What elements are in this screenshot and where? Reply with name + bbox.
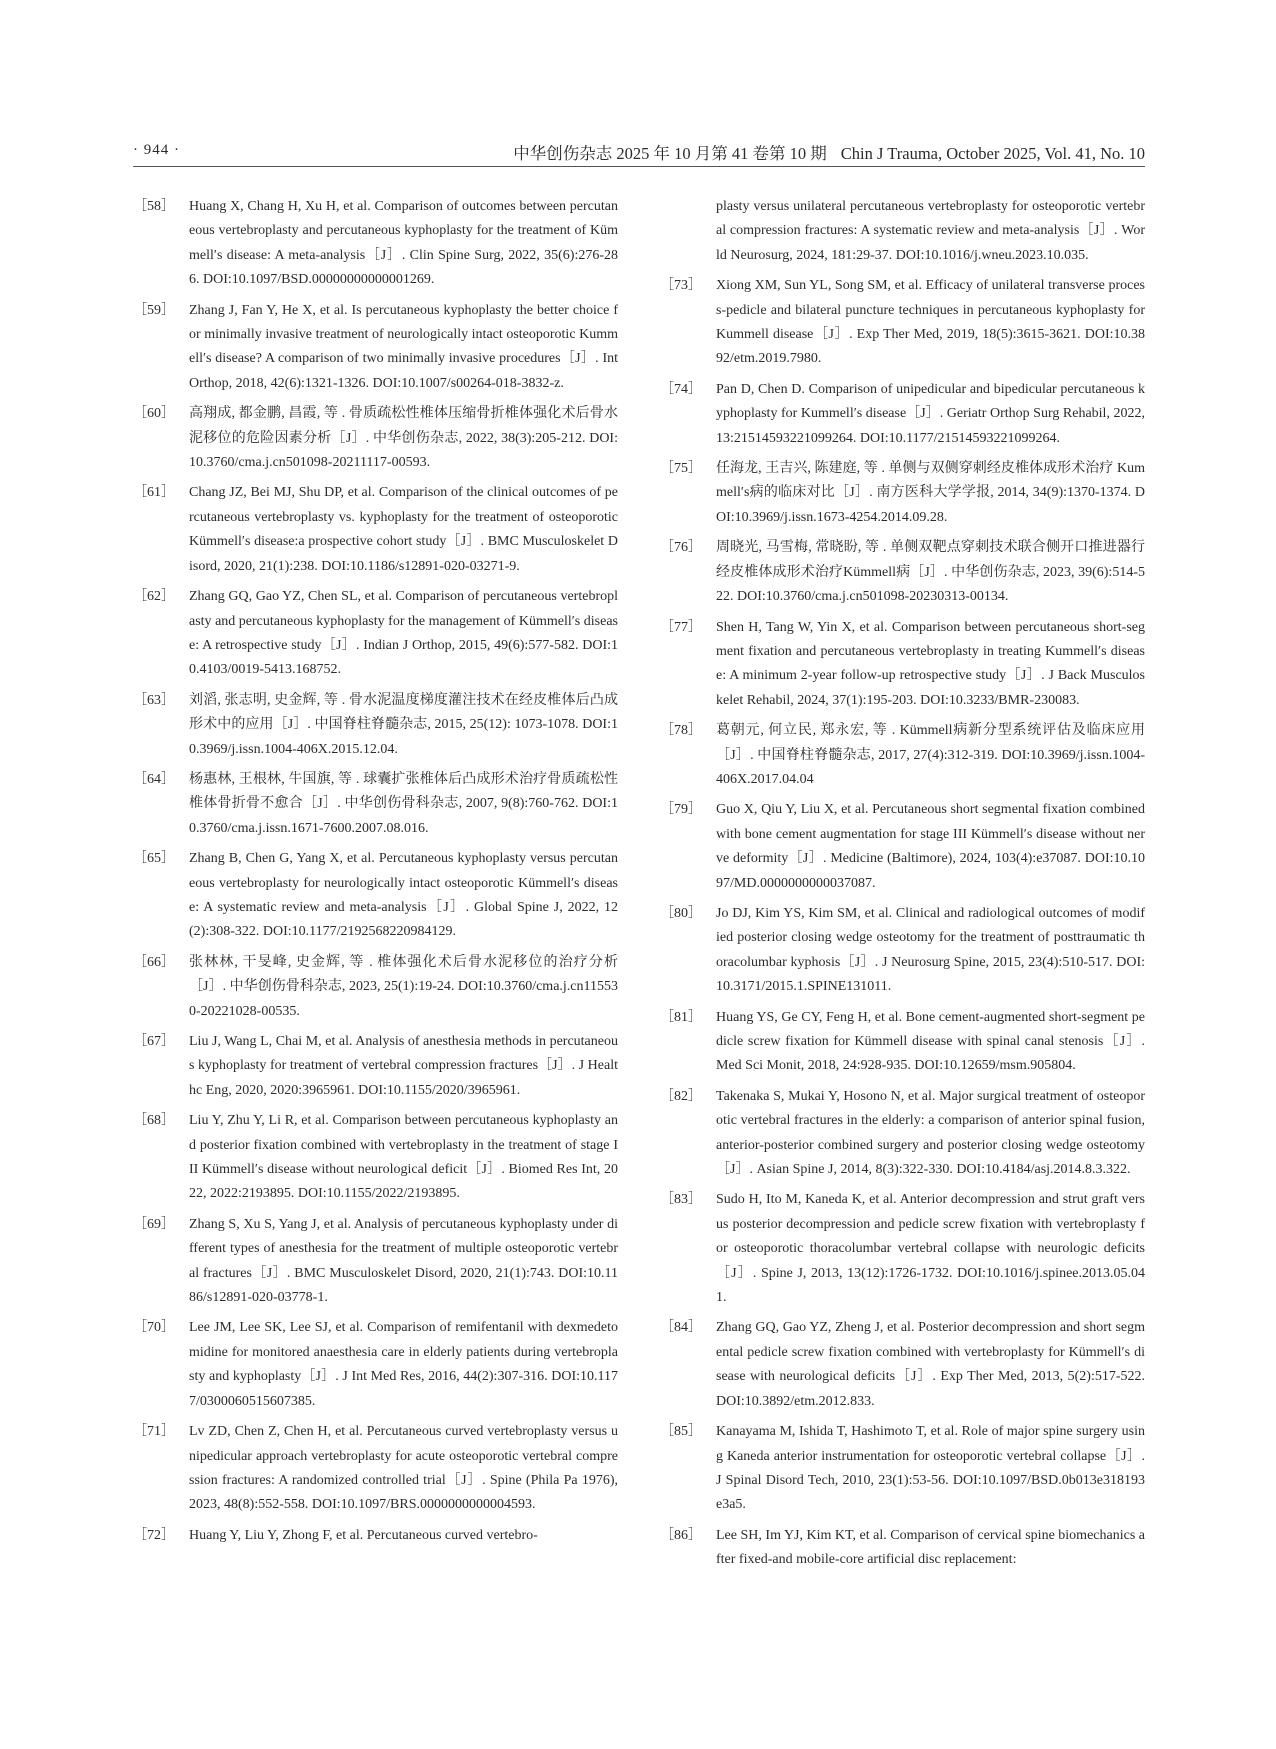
reference-text: 任海龙, 王吉兴, 陈建庭, 等 . 单侧与双侧穿刺经皮椎体成形术治疗 Kummell′s病的临床对比［J］. 南方医科大学学报, 2014, 34(9):1370-1374. DOI:10.3969/j.issn.1673-4254.2014.09.28. — [716, 461, 1145, 525]
reference-text: 葛朝元, 何立民, 郑永宏, 等 . Kümmell病新分型系统评估及临床应用［J］. 中国脊柱脊髓杂志, 2017, 27(4):312-319. DOI:10.3969/j.issn.1004-406X.2017.04.04 — [716, 723, 1145, 787]
running-header — [133, 136, 1145, 167]
reference-text: Zhang J, Fan Y, He X, et al. Is percutaneous kyphoplasty the better choice for minimally invasive treatment of neurologically intact osteoporotic Kummell′s disease? A comparison of two minimally invasive procedures［J］. Int Orthop, 2018, 42(6):1321-1326. DOI:10.1007/s00264-018-3832-z. — [189, 302, 618, 391]
reference-entry — [133, 847, 618, 945]
reference-column-left — [133, 195, 618, 1554]
reference-entry — [660, 1085, 1145, 1183]
reference-number: ［66］ — [133, 954, 175, 970]
reference-entry — [133, 951, 618, 1024]
reference-text: Zhang GQ, Gao YZ, Zheng J, et al. Posterior decompression and short segmental pedicle screw fixation combined with vertebroplasty for Kümmell′s disease with neurological deficits［J］. Exp Ther Med, 2013, 5(2):517-522. DOI:10.3892/etm.2012.833. — [716, 1320, 1145, 1409]
journal-citation-line — [513, 140, 1145, 164]
reference-number: ［82］ — [660, 1088, 702, 1104]
reference-text: Lv ZD, Chen Z, Chen H, et al. Percutaneous curved vertebroplasty versus unipedicular approach vertebroplasty for acute osteoporotic vertebral compression fractures: A randomized controlled trial［J］. Spine (Phila Pa 1976), 2023, 48(8):552-558. DOI:10.1097/BRS.0000000000004593. — [189, 1424, 618, 1513]
reference-number: ［78］ — [660, 723, 702, 739]
reference-entry — [660, 195, 1145, 268]
reference-text: 张林林, 干旻峰, 史金辉, 等 . 椎体强化术后骨水泥移位的治疗分析［J］. 中华创伤骨科杂志, 2023, 25(1):19-24. DOI:10.3760/cma.j.cn115530-20221028-00535. — [189, 954, 618, 1019]
reference-entry — [660, 274, 1145, 372]
reference-text: Sudo H, Ito M, Kaneda K, et al. Anterior decompression and strut graft versus posterior decompression and pedicle screw fixation with vertebroplasty for osteoporotic thoracolumbar vertebral collapse with neurologic deficits［J］. Spine J, 2013, 13(12):1726-1732. DOI:10.1016/j.spinee.2013.05.041. — [716, 1192, 1145, 1306]
reference-number: ［80］ — [660, 905, 702, 921]
reference-text: Xiong XM, Sun YL, Song SM, et al. Efficacy of unilateral transverse process-pedicle and bilateral puncture techniques in percutaneous kyphoplasty for Kummell disease［J］. Exp Ther Med, 2019, 18(5):3615-3621. DOI:10.3892/etm.2019.7980. — [716, 278, 1145, 367]
reference-text: 周晓光, 马雪梅, 常晓盼, 等 . 单侧双靶点穿刺技术联合侧开口推进器行经皮椎体成形术治疗Kümmell病［J］. 中华创伤杂志, 2023, 39(6):514-522. DOI:10.3760/cma.j.cn501098-20230313-00134. — [716, 540, 1145, 605]
reference-entry — [133, 1109, 618, 1207]
reference-entry — [660, 1524, 1145, 1573]
reference-entry — [133, 689, 618, 762]
reference-entry — [660, 798, 1145, 896]
reference-number: ［77］ — [660, 619, 702, 635]
reference-entry — [133, 1316, 618, 1414]
reference-number: ［72］ — [133, 1527, 175, 1543]
reference-entry — [133, 585, 618, 683]
reference-column-right — [660, 195, 1145, 1579]
reference-entry — [660, 1006, 1145, 1079]
reference-text: Liu Y, Zhu Y, Li R, et al. Comparison between percutaneous kyphoplasty and posterior fixation combined with vertebroplasty in the treatment of stage III Kümmell′s disease without neurological deficit［J］. Biomed Res Int, 2022, 2022:2193895. DOI:10.1155/2022/2193895. — [189, 1113, 618, 1202]
reference-entry — [133, 1213, 618, 1311]
reference-entry — [660, 378, 1145, 451]
reference-number: ［60］ — [133, 406, 175, 422]
reference-number: ［68］ — [133, 1113, 175, 1129]
reference-number: ［64］ — [133, 771, 175, 787]
reference-entry — [133, 768, 618, 841]
reference-number: ［74］ — [660, 381, 702, 397]
reference-text: Shen H, Tang W, Yin X, et al. Comparison between percutaneous short-segment fixation and percutaneous vertebroplasty in treating Kummell′s disease: A minimum 2-year follow-up retrospective study［J］. J Back Musculoskelet Rehabil, 2024, 37(1):195-203. DOI:10.3233/BMR-230083. — [716, 619, 1145, 708]
reference-entry — [133, 195, 618, 293]
reference-text: Lee JM, Lee SK, Lee SJ, et al. Comparison of remifentanil with dexmedetomidine for monitored anaesthesia care in elderly patients during vertebroplasty and kyphoplasty［J］. J Int Med Res, 2016, 44(2):307-316. DOI:10.1177/0300060515607385. — [189, 1320, 618, 1409]
reference-entry — [660, 902, 1145, 1000]
reference-number: ［76］ — [660, 540, 702, 556]
reference-number: ［62］ — [133, 589, 175, 605]
reference-number: ［65］ — [133, 851, 175, 867]
reference-number: ［81］ — [660, 1009, 702, 1025]
reference-entry — [660, 1420, 1145, 1518]
reference-number: ［67］ — [133, 1034, 175, 1049]
reference-text: Zhang GQ, Gao YZ, Chen SL, et al. Comparison of percutaneous vertebroplasty and percutaneous kyphoplasty for the management of Kümmell′s disease: A retrospective study［J］. Indian J Orthop, 2015, 49(6):577-582. DOI:10.4103/0019-5413.168752. — [189, 589, 618, 678]
reference-entry — [660, 616, 1145, 714]
page-number: · 944 · — [133, 142, 180, 158]
reference-number: ［58］ — [133, 199, 175, 214]
reference-number: ［84］ — [660, 1320, 702, 1336]
reference-number: ［70］ — [133, 1320, 175, 1336]
reference-text: Chang JZ, Bei MJ, Shu DP, et al. Comparison of the clinical outcomes of percutaneous vertebroplasty vs. kyphoplasty for the treatment of osteoporotic Kümmell′s disease:a prospective cohort study［J］. BMC Musculoskelet Disord, 2020, 21(1):238. DOI:10.1186/s12891-020-03271-9. — [189, 485, 618, 574]
reference-text: Huang X, Chang H, Xu H, et al. Comparison of outcomes between percutaneous vertebroplasty and percutaneous kyphoplasty for the treatment of Kümmell′s disease: A meta-analysis［J］. Clin Spine Surg, 2022, 35(6):276-286. DOI:10.1097/BSD.00000000000001269. — [189, 199, 618, 288]
reference-number: ［61］ — [133, 485, 175, 501]
reference-number: ［73］ — [660, 278, 702, 294]
reference-entry — [660, 1316, 1145, 1414]
reference-number: ［86］ — [660, 1527, 702, 1543]
reference-entry — [660, 1188, 1145, 1310]
reference-text: Zhang S, Xu S, Yang J, et al. Analysis of percutaneous kyphoplasty under different types of anesthesia for the treatment of multiple osteoporotic vertebral fractures［J］. BMC Musculoskelet Disord, 2020, 21(1):743. DOI:10.1186/s12891-020-03778-1. — [189, 1216, 618, 1306]
reference-number: ［75］ — [660, 461, 702, 477]
reference-text: Takenaka S, Mukai Y, Hosono N, et al. Major surgical treatment of osteoporotic vertebral fractures in the elderly: a comparison of anterior spinal fusion, anterior-posterior combined surgery and posterior closing wedge osteotomy［J］. Asian Spine J, 2014, 8(3):322-330. DOI:10.4184/asj.2014.8.3.322. — [716, 1088, 1145, 1178]
reference-entry — [133, 1030, 618, 1103]
reference-text: plasty versus unilateral percutaneous vertebroplasty for osteoporotic vertebral compression fractures: A systematic review and meta-analysis［J］. World Neurosurg, 2024, 181:29-37. DOI:10.1016/j.wneu.2023.10.035. — [716, 199, 1145, 263]
reference-text: Huang YS, Ge CY, Feng H, et al. Bone cement-augmented short-segment pedicle screw fixation for Kümmell disease with spinal canal stenosis［J］. Med Sci Monit, 2018, 24:928-935. DOI:10.12659/msm.905804. — [716, 1009, 1145, 1074]
reference-text: Zhang B, Chen G, Yang X, et al. Percutaneous kyphoplasty versus percutaneous vertebroplasty for neurologically intact osteoporotic Kümmell′s disease: A systematic review and meta-analysis［J］. Global Spine J, 2022, 12(2):308-322. DOI:10.1177/2192568220984129. — [189, 851, 618, 940]
reference-text: Guo X, Qiu Y, Liu X, et al. Percutaneous short segmental fixation combined with bone cement augmentation for stage III Kümmell′s disease without nerve deformity［J］. Medicine (Baltimore), 2024, 103(4):e37087. DOI:10.1097/MD.0000000000037087. — [716, 802, 1145, 891]
reference-text: Jo DJ, Kim YS, Kim SM, et al. Clinical and radiological outcomes of modified posterior closing wedge osteotomy for the treatment of posttraumatic thoracolumbar kyphosis［J］. J Neurosurg Spine, 2015, 23(4):510-517. DOI:10.3171/2015.1.SPINE131011. — [716, 905, 1145, 995]
reference-number: ［83］ — [660, 1192, 702, 1208]
reference-entry — [133, 299, 618, 397]
reference-text: Huang Y, Liu Y, Zhong F, et al. Percutaneous curved vertebro- — [189, 1527, 538, 1543]
reference-text: 高翔成, 都金鹏, 昌霞, 等 . 骨质疏松性椎体压缩骨折椎体强化术后骨水泥移位的危险因素分析［J］. 中华创伤杂志, 2022, 38(3):205-212. DOI:10.3760/cma.j.cn501098-20211117-00593. — [189, 406, 618, 471]
reference-entry — [660, 719, 1145, 792]
journal-title-cn: 中华创伤杂志 2025 年 10 月第 41 卷第 10 期 — [513, 144, 827, 163]
reference-text: Kanayama M, Ishida T, Hashimoto T, et al. Role of major spine surgery using Kaneda anterior instrumentation for osteoporotic vertebral collapse［J］. J Spinal Disord Tech, 2010, 23(1):53-56. DOI:10.1097/BSD.0b013e318193e3a5. — [716, 1424, 1145, 1513]
reference-text: 杨惠林, 王根林, 牛国旗, 等 . 球囊扩张椎体后凸成形术治疗骨质疏松性椎体骨折骨不愈合［J］. 中华创伤骨科杂志, 2007, 9(8):760-762. DOI:10.3760/cma.j.issn.1671-7600.2007.08.016. — [189, 771, 618, 836]
reference-number: ［85］ — [660, 1424, 702, 1440]
reference-number: ［63］ — [133, 692, 175, 708]
reference-text: Lee SH, Im YJ, Kim KT, et al. Comparison of cervical spine biomechanics after fixed-and mobile-core artificial disc replacement: — [716, 1527, 1145, 1568]
reference-text: Liu J, Wang L, Chai M, et al. Analysis of anesthesia methods in percutaneous kyphoplasty for treatment of vertebral compression fractures［J］. J Healthc Eng, 2020, 2020:3965961. DOI:10.1155/2020/3965961. — [189, 1034, 618, 1098]
reference-text: Pan D, Chen D. Comparison of unipedicular and bipedicular percutaneous kyphoplasty for Kummell′s disease［J］. Geriatr Orthop Surg Rehabil, 2022, 13:21514593221099264. DOI:10.1177/21514593221099264. — [716, 381, 1145, 446]
reference-number: ［79］ — [660, 802, 702, 818]
reference-entry — [660, 457, 1145, 530]
reference-number: ［69］ — [133, 1216, 175, 1232]
reference-number: ［59］ — [133, 302, 175, 318]
reference-entry — [133, 402, 618, 475]
reference-entry — [133, 1524, 618, 1548]
reference-entry — [660, 536, 1145, 609]
reference-number: ［71］ — [133, 1424, 175, 1440]
reference-entry — [133, 1420, 618, 1518]
journal-title-en: Chin J Trauma, October 2025, Vol. 41, No. 10 — [840, 144, 1145, 163]
reference-text: 刘滔, 张志明, 史金辉, 等 . 骨水泥温度梯度灌注技术在经皮椎体后凸成形术中的应用［J］. 中国脊柱脊髓杂志, 2015, 25(12): 1073-1078. DOI:10.3969/j.issn.1004-406X.2015.12.04. — [189, 692, 618, 757]
reference-entry — [133, 481, 618, 579]
